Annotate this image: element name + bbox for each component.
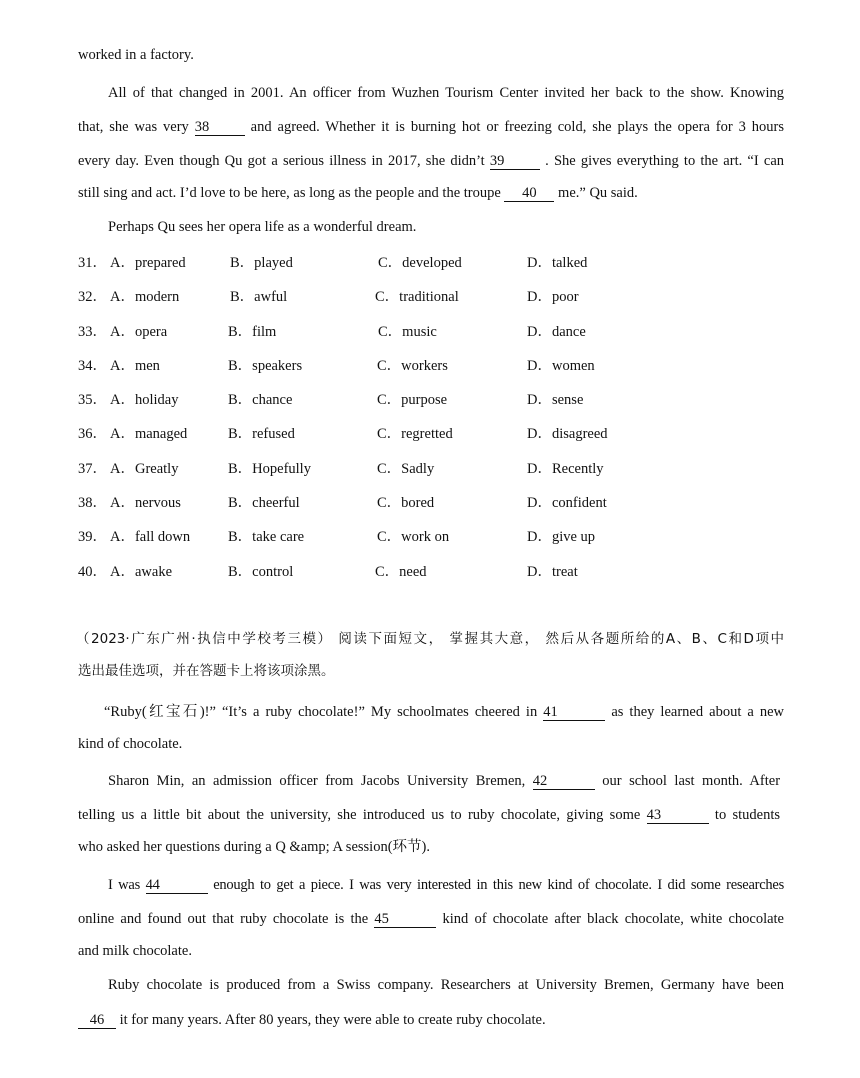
option-d[interactable]: D．disagreed — [527, 426, 608, 442]
option-c[interactable]: C．workers — [377, 358, 448, 374]
option-d[interactable]: D．dance — [527, 324, 586, 340]
option-d[interactable]: D．talked — [527, 255, 588, 271]
option-d[interactable]: D．women — [527, 358, 595, 374]
passage-line: and milk chocolate. — [78, 943, 192, 959]
passage-line: Ruby chocolate is produced from a Swiss company. Researchers at University Bremen, Germany have been — [108, 977, 784, 993]
option-a[interactable]: A．nervous — [110, 495, 181, 511]
option-c[interactable]: C．developed — [378, 255, 462, 271]
answer-blank-46[interactable]: 46 — [78, 1013, 116, 1029]
passage-line: who asked her questions during a Q &amp; A session(环节). — [78, 839, 430, 855]
question-number: 34． — [78, 358, 107, 374]
passage-line: still sing and act. I’d love to be here, as long as the people and the troupe 40 me.” Qu said. — [78, 185, 638, 201]
option-b[interactable]: B．take care — [228, 529, 305, 545]
answer-blank-42[interactable]: 42 — [533, 774, 595, 790]
answer-blank-41[interactable]: 41 — [543, 705, 605, 721]
question-row — [78, 528, 784, 546]
question-number: 31． — [78, 255, 107, 271]
question-row — [78, 357, 784, 375]
answer-blank-45[interactable]: 45 — [374, 912, 436, 928]
option-c[interactable]: C．work on — [377, 529, 450, 545]
question-number: 37． — [78, 461, 107, 477]
option-a[interactable]: A．opera — [110, 324, 168, 340]
option-d[interactable]: D．Recently — [527, 461, 604, 477]
question-number: 32． — [78, 289, 107, 305]
answer-blank-44[interactable]: 44 — [146, 878, 208, 894]
answer-blank-40[interactable]: 40 — [504, 186, 554, 202]
option-b[interactable]: B．cheerful — [228, 495, 300, 511]
option-d[interactable]: D．treat — [527, 564, 578, 580]
option-c[interactable]: C．traditional — [375, 289, 459, 305]
section-instructions: （2023·广东广州·执信中学校考三模） 阅读下面短文， 掌握其大意， 然后从各题所给的A、B、C和D项中 — [76, 631, 784, 647]
option-a[interactable]: A．holiday — [110, 392, 179, 408]
question-row — [78, 563, 784, 581]
option-a[interactable]: A．managed — [110, 426, 188, 442]
question-row — [78, 323, 784, 341]
option-a[interactable]: A．modern — [110, 289, 180, 305]
passage-line: online and found out that ruby chocolate is the 45 kind of chocolate after black chocolate, white chocolate — [78, 911, 784, 927]
option-b[interactable]: B．Hopefully — [228, 461, 311, 477]
option-c[interactable]: C．Sadly — [377, 461, 435, 477]
option-d[interactable]: D．poor — [527, 289, 579, 305]
answer-blank-38[interactable]: 38 — [195, 120, 245, 136]
passage-line: every day. Even though Qu got a serious illness in 2017, she didn’t 39 . She gives everything to the art. “I can — [78, 153, 785, 169]
passage-line: worked in a factory. — [78, 47, 194, 63]
question-number: 38． — [78, 495, 107, 511]
question-number: 33． — [78, 324, 107, 340]
option-b[interactable]: B．played — [230, 255, 293, 271]
passage-line: I was 44 enough to get a piece. I was very interested in this new kind of chocolate. I did some researches — [108, 877, 784, 893]
section-instructions: 选出最佳选项，并在答题卡上将该项涂黑。 — [78, 663, 335, 679]
option-c[interactable]: C．bored — [377, 495, 435, 511]
option-c[interactable]: C．regretted — [377, 426, 453, 442]
passage-line: telling us a little bit about the university, she introduced us to ruby chocolate, giving some 43 to students — [78, 807, 781, 823]
option-a[interactable]: A．prepared — [110, 255, 186, 271]
question-row — [78, 425, 784, 443]
option-b[interactable]: B．film — [228, 324, 277, 340]
question-row — [78, 288, 784, 306]
question-number: 39． — [78, 529, 107, 545]
answer-blank-43[interactable]: 43 — [647, 808, 709, 824]
passage-line: “Ruby(红宝石)!” “It’s a ruby chocolate!” My schoolmates cheered in 41 as they learned about a new — [104, 704, 785, 720]
option-c[interactable]: C．need — [375, 564, 427, 580]
passage-line: All of that changed in 2001. An officer from Wuzhen Tourism Center invited her back to the show. Knowing — [108, 85, 784, 101]
option-b[interactable]: B．chance — [228, 392, 293, 408]
option-d[interactable]: D．give up — [527, 529, 596, 545]
passage-line: 46 it for many years. After 80 years, they were able to create ruby chocolate. — [78, 1011, 546, 1029]
question-number: 36． — [78, 426, 107, 442]
question-number: 40． — [78, 564, 107, 580]
passage-line: kind of chocolate. — [78, 736, 183, 752]
question-row — [78, 494, 784, 512]
option-b[interactable]: B．control — [228, 564, 294, 580]
question-row — [78, 460, 784, 478]
passage-line: Sharon Min, an admission officer from Jacobs University Bremen, 42 our school last month. After — [108, 773, 781, 789]
question-row — [78, 391, 784, 409]
option-b[interactable]: B．awful — [230, 289, 288, 305]
option-b[interactable]: B．speakers — [228, 358, 303, 374]
option-a[interactable]: A．fall down — [110, 529, 191, 545]
option-d[interactable]: D．sense — [527, 392, 584, 408]
option-a[interactable]: A．Greatly — [110, 461, 179, 477]
option-b[interactable]: B．refused — [228, 426, 295, 442]
option-d[interactable]: D．confident — [527, 495, 607, 511]
passage-line: Perhaps Qu sees her opera life as a wonderful dream. — [108, 219, 417, 235]
option-c[interactable]: C．music — [378, 324, 437, 340]
option-c[interactable]: C．purpose — [377, 392, 448, 408]
question-row — [78, 254, 784, 272]
question-number: 35． — [78, 392, 107, 408]
option-a[interactable]: A．awake — [110, 564, 173, 580]
answer-blank-39[interactable]: 39 — [490, 154, 540, 170]
option-a[interactable]: A．men — [110, 358, 160, 374]
passage-line: that, she was very 38 and agreed. Whether it is burning hot or freezing cold, she plays the opera for 3 hours — [78, 119, 785, 135]
